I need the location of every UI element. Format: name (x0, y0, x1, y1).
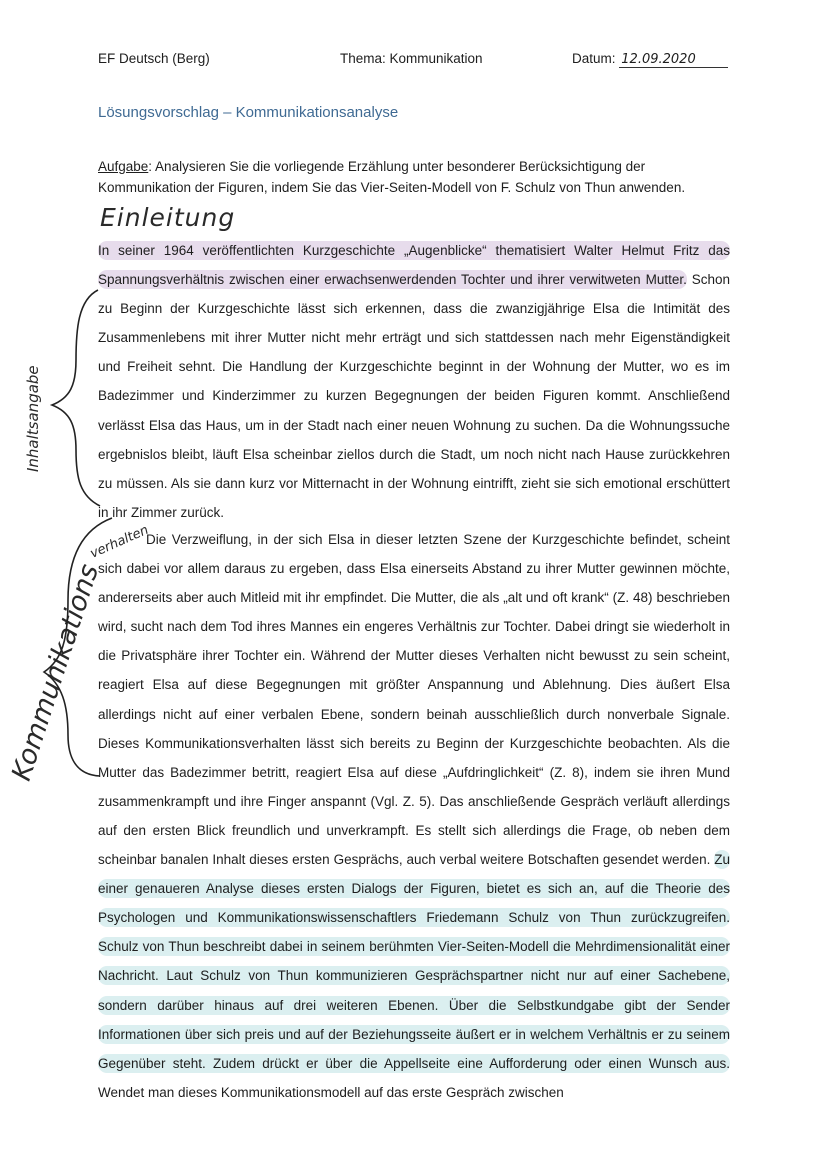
handwritten-verhalten: verhalten (88, 522, 151, 562)
analysis-tail: Wendet man dieses Kommunikationsmodell auf das erste Gespräch zwischen (98, 1084, 564, 1100)
date-value: 12.09.2020 (619, 52, 728, 68)
analysis-text: Die Verzweiflung, in der sich Elsa in dieser letzten Szene der Kurzgeschichte befindet, scheint sich dabei vor allem daraus zu ergeben, dass Elsa einerseits Abstand zu ihrer Mutter gewinnen möchte, andererseits aber auch Mitleid mit ihr empfindet. Die Mutter, die als „alt und oft krank“ (Z. 48) beschrieben wird, sucht nach dem Tod ihres Mannes ein engeres Verhältnis zur Tochter. Dabei dringt sie wiederholt in die Privatsphäre ihrer Tochter ein. Während der Mutter dieses Verhalten nicht bewusst zu sein scheint, reagiert Elsa auf diese Begegnungen mit größter Anspannung und Ablehnung. Dies äußert Elsa allerdings nicht auf einer verbalen Ebene, sondern beinah ausschließlich durch nonverbale Signale. Dieses Kommunikationsverhalten lässt sich bereits zu Beginn der Kurzgeschichte beobachten. Als die Mutter das Badezimmer betritt, reagiert Elsa auf diese „Aufdringlichkeit“ (Z. 8), indem sie ihren Mund zusammenkrampft und ihre Finger anspannt (Vgl. Z. 5). Das anschließende Gespräch verläuft allerdings auf den ersten Blick freundlich und unverkrampft. Es stellt sich allerdings die Frage, ob neben dem scheinbar banalen Inhalt dieses ersten Gesprächs, auch verbal weitere Botschaften gesendet werden. (98, 532, 730, 868)
document-title: Lösungsvorschlag – Kommunikationsanalyse (98, 104, 399, 121)
highlight-introduction: In seiner 1964 veröffentlichten Kurzgeschichte „Augenblicke“ thematisiert Walter Helmut Fritz das Spannungsverhältnis zwischen einer erwachsenwerdenden Tochter und ihrer verwitweten Mutter. (98, 243, 730, 288)
date-label: Datum: (572, 51, 616, 66)
summary-text: Schon zu Beginn der Kurzgeschichte lässt sich erkennen, dass die zwanzigjährige Elsa die Intimität des Zusammenlebens mit ihrer Mutter nicht mehr erträgt und sich stattdessen nach mehr Eigenständigkeit und Freiheit sehnt. Die Handlung der Kurzgeschichte beginnt in der Wohnung der Mutter, wo es im Badezimmer und Kinderzimmer zu kurzen Begegnungen der beiden Figuren kommt. Anschließend verlässt Elsa das Haus, um in der Stadt nach einer neuen Wohnung zu suchen. Da die Wohnungssuche ergebnislos bleibt, läuft Elsa scheinbar ziellos durch die Stadt, um noch nicht nach Hause zurückkehren zu müssen. Als sie dann kurz vor Mitternacht in der Wohnung eintrifft, zieht sie sich emotional erschüttert in ihr Zimmer zurück. (98, 272, 730, 520)
course-label: EF Deutsch (Berg) (98, 51, 210, 66)
task-label: Aufgabe (98, 159, 149, 174)
paragraph-analysis (98, 525, 730, 1107)
paragraph-introduction (98, 236, 730, 527)
handwritten-kommunikations: Kommunikations (6, 560, 106, 785)
topic-label: Thema: Kommunikation (340, 51, 483, 66)
brace-inhaltsangabe (52, 290, 100, 506)
task-text: : Analysieren Sie die vorliegende Erzählung unter besonderer Berücksichtigung der Kommunikation der Figuren, indem Sie das Vier-Seiten-Modell von F. Schulz von Thun anwenden. (98, 159, 686, 195)
handwritten-einleitung: Einleitung (100, 203, 236, 232)
highlight-model: Zu einer genaueren Analyse dieses ersten Dialogs der Figuren, bietet es sich an, auf die Theorie des Psychologen und Kommunikationswissenschaftlers Friedemann Schulz von Thun zurückzugreifen. Schulz von Thun beschreibt dabei in seinem berühmten Vier-Seiten-Modell die Mehrdimensionalität einer Nachricht. Laut Schulz von Thun kommunizieren Gesprächspartner nicht nur auf einer Sachebene, sondern darüber hinaus auf drei weiteren Ebenen. Über die Selbstkundgabe gibt der Sender Informationen über sich preis und auf der Beziehungsseite äußert er in welchem Verhältnis er zu seinem Gegenüber steht. Zudem drückt er über die Appellseite eine Aufforderung oder einen Wunsch aus. (98, 852, 730, 1071)
handwritten-inhaltsangabe: Inhaltsangabe (24, 365, 42, 472)
